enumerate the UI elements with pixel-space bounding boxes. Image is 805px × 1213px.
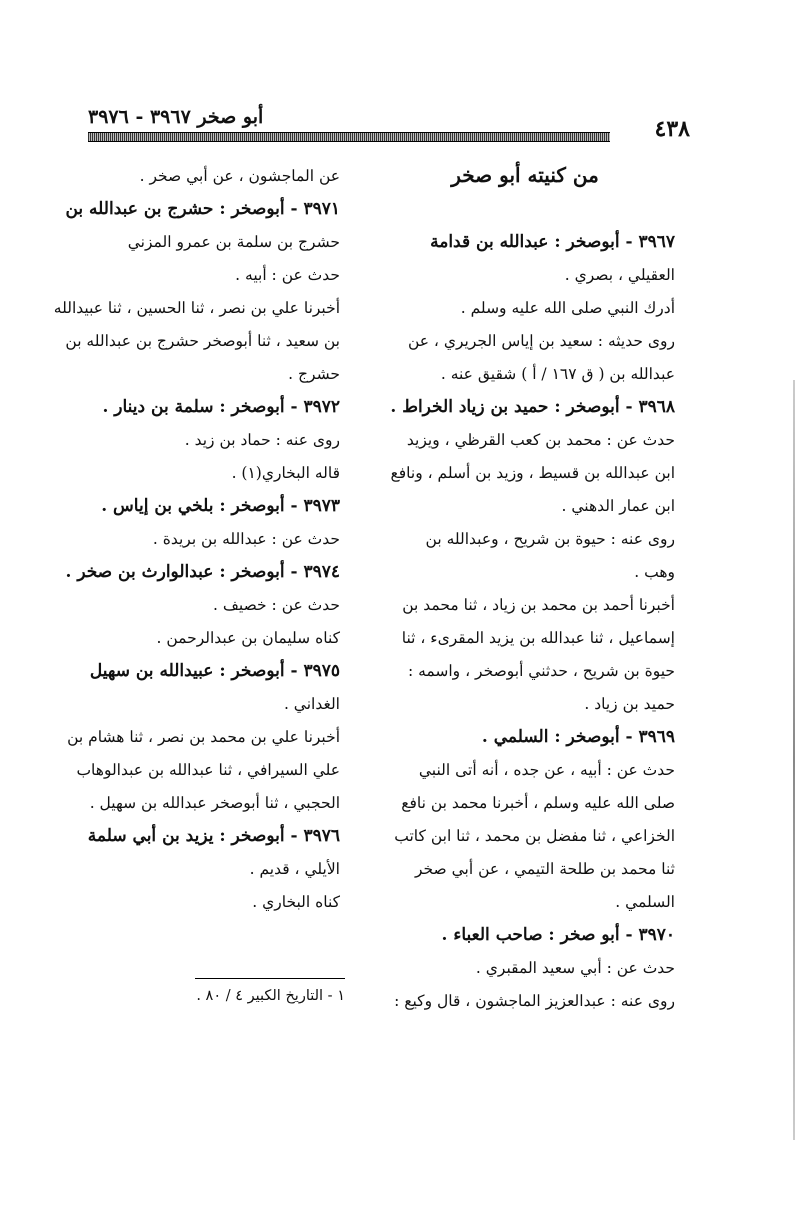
text-line: ابن عمار الدهني . (561, 497, 675, 515)
text-line: كناه البخاري . (252, 893, 340, 911)
entry-3967-title: ٣٩٦٧ - أبوصخر : عبدالله بن قدامة (430, 232, 675, 252)
text-line: حدث عن : عبدالله بن بريدة . (152, 530, 340, 548)
text-line: حشرج بن سلمة بن عمرو المزني (127, 233, 340, 251)
text-line: الغداني . (283, 695, 340, 713)
text-line: عن الماجشون ، عن أبي صخر . (139, 167, 340, 185)
text-line: ثنا محمد بن طلحة التيمي ، عن أبي صخر (414, 860, 675, 878)
text-line: كناه سليمان بن عبدالرحمن . (156, 629, 340, 647)
text-line: قاله البخاري(١) . (231, 464, 340, 482)
text-line: روى عنه : حيوة بن شريح ، وعبدالله بن (425, 530, 675, 548)
text-line: صلى الله عليه وسلم ، أخبرنا محمد بن نافع (401, 794, 675, 812)
scan-edge-shadow (793, 380, 795, 1140)
text-line: أخبرنا أحمد بن محمد بن زياد ، ثنا محمد بن (402, 596, 675, 614)
text-line: الحجبي ، ثنا أبوصخر عبدالله بن سهيل . (89, 794, 340, 812)
text-line: روى عنه : عبدالعزيز الماجشون ، قال وكيع : (394, 992, 675, 1010)
text-line: روى حديثه : سعيد بن إياس الجريري ، عن (407, 332, 675, 350)
text-line: حشرج . (288, 365, 340, 383)
text-line: عبدالله بن ( ق ١٦٧ / أ ) شقيق عنه . (440, 365, 675, 383)
text-line: الأيلي ، قديم . (249, 860, 340, 878)
text-line: أخبرنا علي بن محمد بن نصر ، ثنا هشام بن (67, 728, 340, 746)
entry-3972-title: ٣٩٧٢ - أبوصخر : سلمة بن دينار . (102, 397, 340, 417)
text-line: أخبرنا علي بن نصر ، ثنا الحسين ، ثنا عبيدالله (53, 299, 340, 317)
entry-3970-title: ٣٩٧٠ - أبو صخر : صاحب العباء . (441, 925, 675, 945)
text-line: وهب . (634, 563, 675, 581)
page-number: ٤٣٨ (654, 116, 690, 142)
text-line: ابن عبدالله بن قسيط ، وزيد بن أسلم ، ونافع (390, 464, 675, 482)
right-column (375, 160, 675, 1018)
entry-3969-title: ٣٩٦٩ - أبوصخر : السلمي . (481, 727, 675, 747)
running-title: أبو صخر ٣٩٦٧ - ٣٩٧٦ (88, 106, 264, 128)
text-line: حدث عن : محمد بن كعب القرظي ، ويزيد (406, 431, 675, 449)
entry-3971-title: ٣٩٧١ - أبوصخر : حشرج بن عبدالله بن (65, 199, 340, 219)
text-line: روى عنه : حماد بن زيد . (184, 431, 340, 449)
left-column (35, 160, 340, 919)
text-line: حدث عن : أبيه . (235, 266, 340, 284)
text-line: السلمي . (615, 893, 675, 911)
text-line: الخزاعي ، ثنا مفضل بن محمد ، ثنا ابن كاتب (394, 827, 675, 845)
entry-3973-title: ٣٩٧٣ - أبوصخر : بلخي بن إياس . (101, 496, 340, 516)
text-line: العقيلي ، بصري . (564, 266, 675, 284)
entry-3968-title: ٣٩٦٨ - أبوصخر : حميد بن زياد الخراط . (390, 397, 675, 417)
text-line: حدث عن : أبيه ، عن جده ، أنه أتى النبي (418, 761, 675, 779)
text-line: علي السيرافي ، ثنا عبدالله بن عبدالوهاب (76, 761, 340, 779)
footnote-divider (195, 978, 345, 979)
footnote: ١ - التاريخ الكبير ٤ / ٨٠ . (196, 988, 345, 1004)
text-line: حميد بن زياد . (584, 695, 675, 713)
text-line: أدرك النبي صلى الله عليه وسلم . (460, 299, 675, 317)
page-header (88, 106, 708, 142)
text-line: حدث عن : أبي سعيد المقبري . (475, 959, 675, 977)
section-heading: من كنيته أبو صخر (451, 163, 599, 187)
text-line: حدث عن : خصيف . (213, 596, 340, 614)
header-rule (88, 132, 610, 142)
entry-3976-title: ٣٩٧٦ - أبوصخر : يزيد بن أبي سلمة (87, 826, 340, 846)
entry-3975-title: ٣٩٧٥ - أبوصخر : عبيدالله بن سهيل (89, 661, 340, 681)
entry-3974-title: ٣٩٧٤ - أبوصخر : عبدالوارث بن صخر . (65, 562, 340, 582)
text-line: إسماعيل ، ثنا عبدالله بن يزيد المقرىء ، ثنا (401, 629, 675, 647)
text-line: بن سعيد ، ثنا أبوصخر حشرج بن عبدالله بن (65, 332, 340, 350)
text-line: حيوة بن شريح ، حدثني أبوصخر ، واسمه : (407, 662, 675, 680)
